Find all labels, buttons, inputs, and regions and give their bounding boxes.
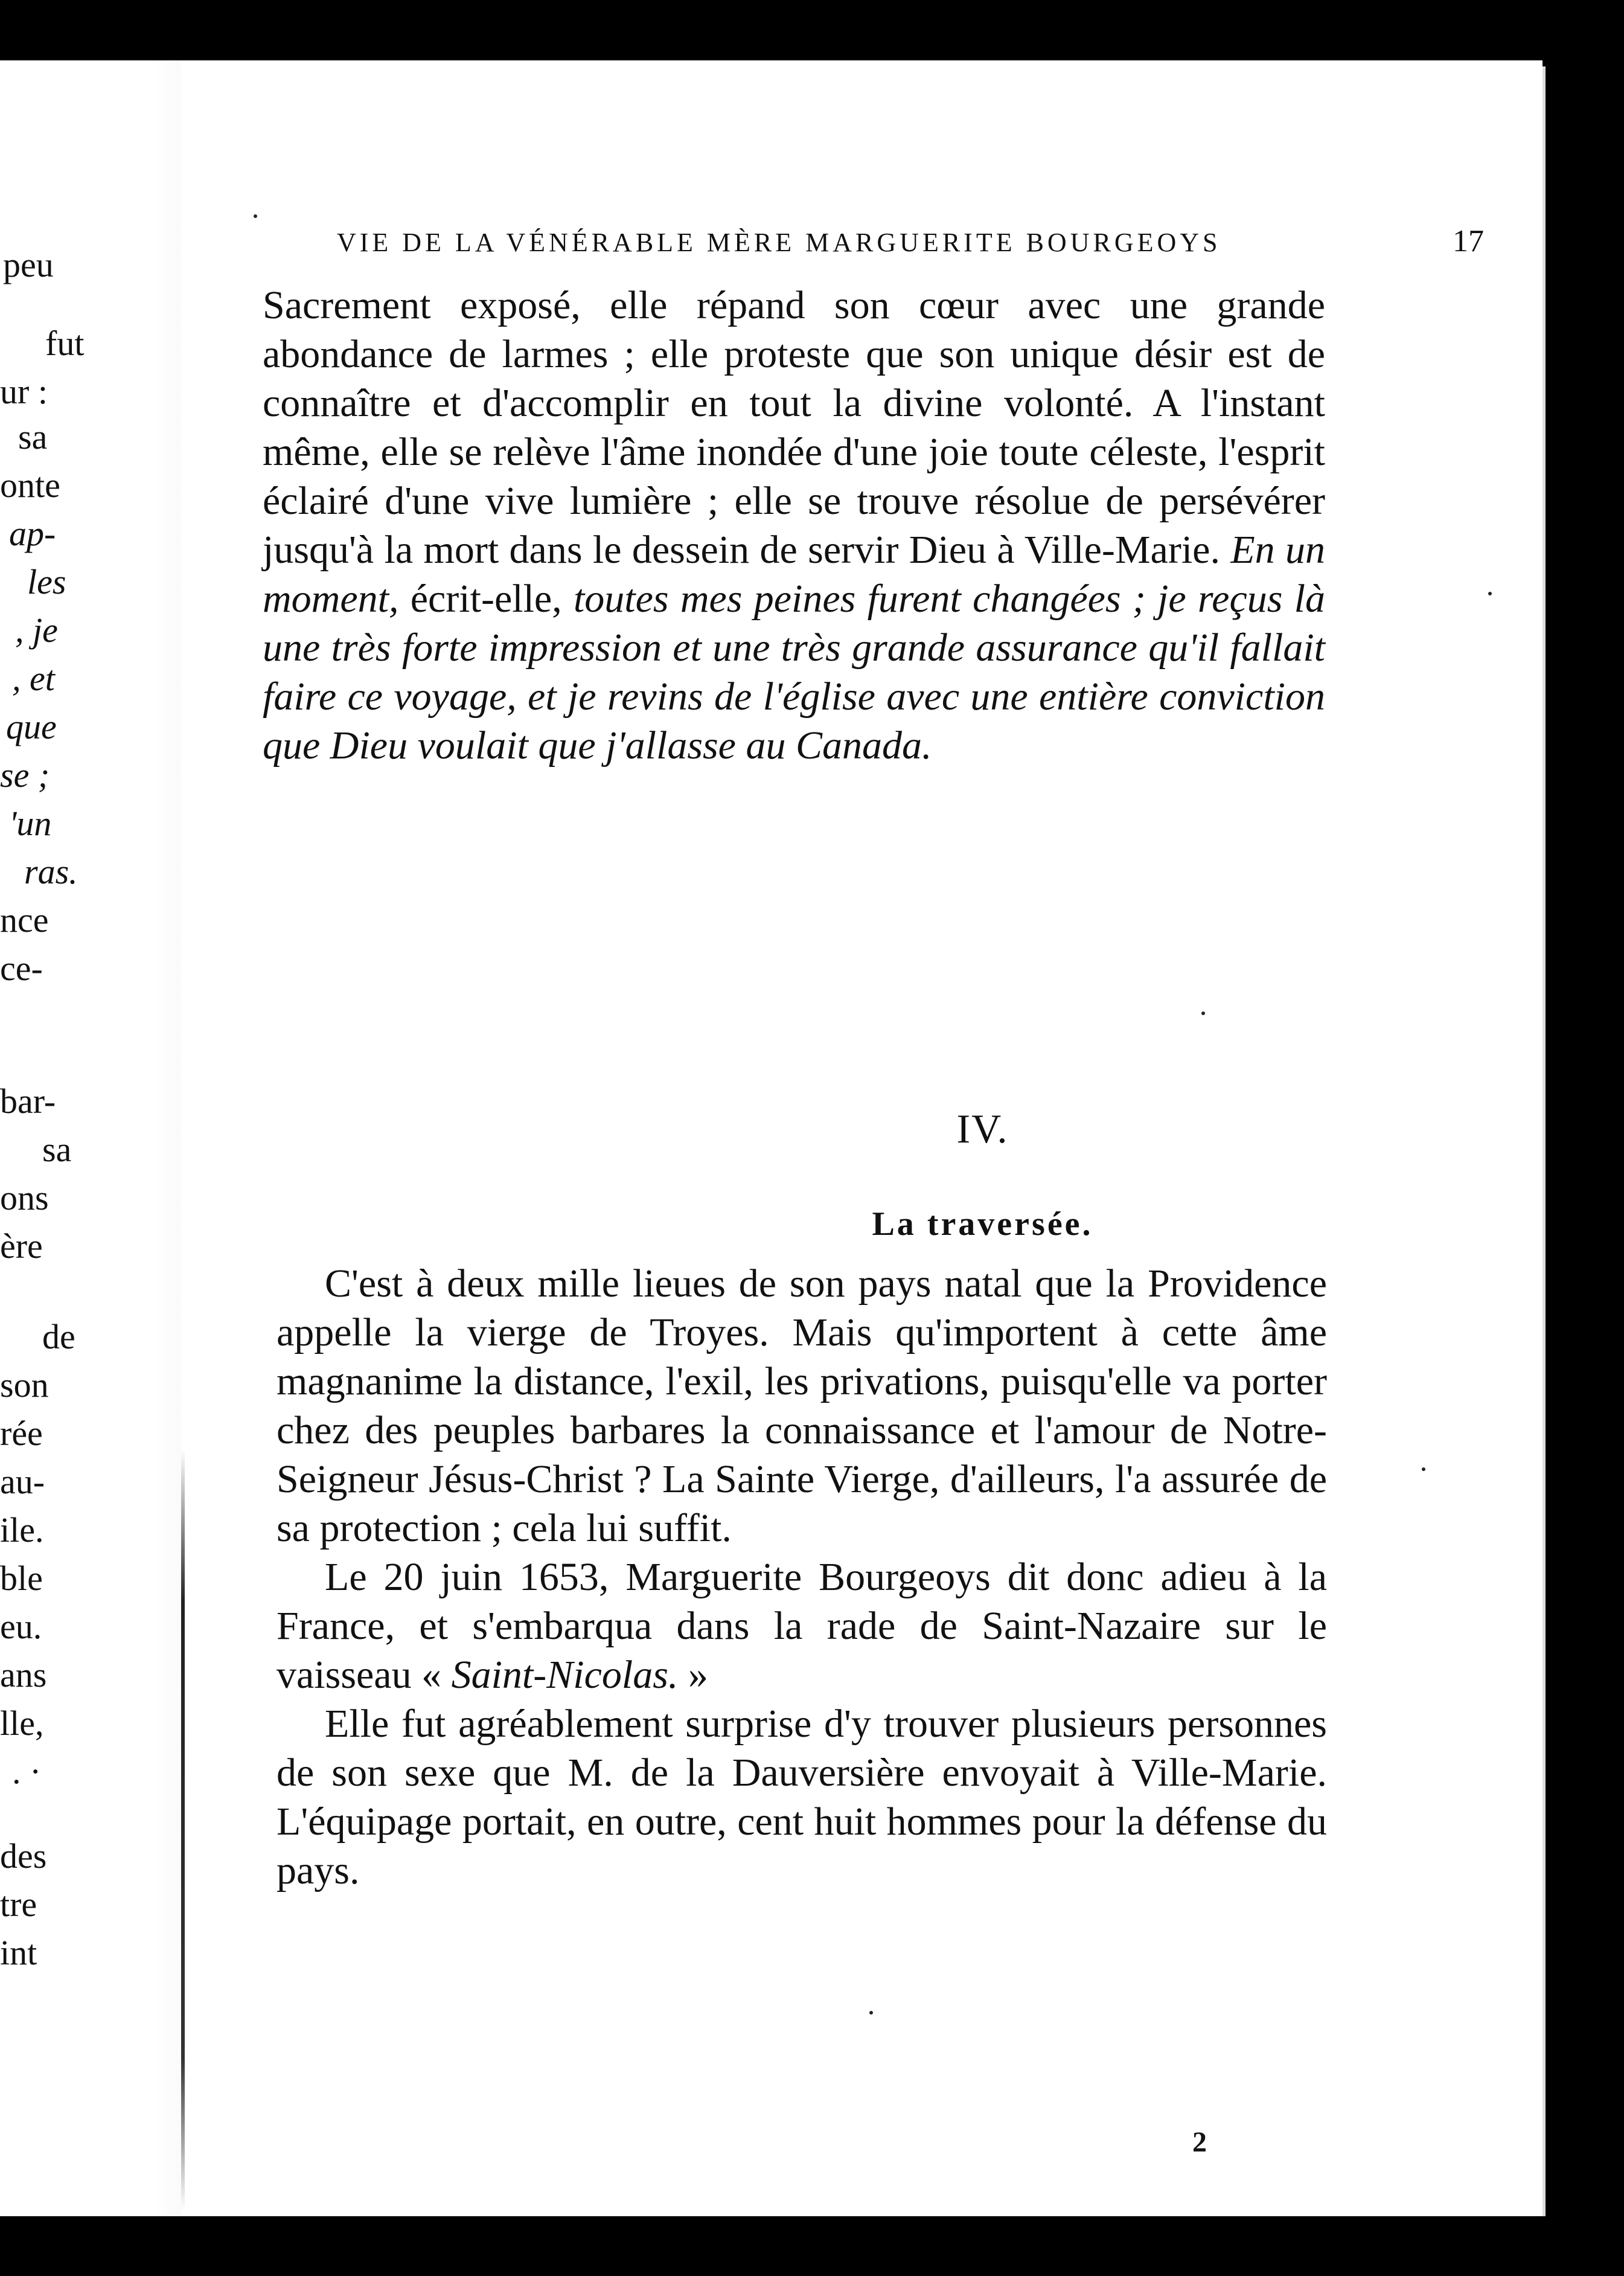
paragraph-3-closing: » [688,1653,708,1697]
facing-page-text-fragment: bar- [0,1082,56,1121]
print-speck [869,2011,873,2015]
facing-page-text-fragment: onte [0,466,60,505]
paragraph-3-ship-name: Saint-Nicolas. [451,1653,679,1697]
paragraph-1-roman-b: écrit-elle, [410,577,562,621]
facing-page-text-fragment: ras. [24,852,78,891]
facing-page-text-fragment: des [0,1836,47,1876]
binding-edge-line [181,1449,185,2210]
facing-page-text-fragment: , et [12,659,55,698]
facing-page-text-fragment: se ; [0,755,50,795]
facing-page-text-fragment: au- [0,1462,45,1501]
facing-page-text-fragment: ère [0,1226,43,1266]
page-number: 17 [1453,224,1484,258]
facing-page-text-fragment: 'un [9,804,52,843]
facing-page-text-fragment: rée [0,1414,43,1453]
facing-page-text-fragment: , je [15,611,58,650]
facing-page-text-fragment: ble [0,1559,43,1598]
facing-page-text-fragment: ans [0,1655,47,1694]
paragraph-1-roman: Sacrement exposé, elle répand son cœur avec une grande abondance de larmes ; elle proteste que son unique désir est de connaître et d'accomplir en tout la divine volonté. A l'instant même, elle se relève l'âme inondée d'une joie toute céleste, l'esprit éclairé d'une vive lumière ; elle se trouve résolue de persévérer jusqu'à la mort dans le dessein de servir Dieu à Ville-Marie. [263,283,1325,572]
print-speck [1422,1467,1425,1471]
paragraph-1 [263,281,1325,770]
facing-page-text-fragment: sa [42,1130,72,1169]
print-speck [1201,1011,1205,1015]
facing-page-text-fragment: int [0,1933,37,1972]
facing-page-text-fragment: . · [12,1752,42,1791]
facing-page-text-fragment: son [0,1365,49,1405]
text-block-bottom [277,1259,1327,1895]
print-speck [254,214,257,218]
facing-page-text-fragment: peu [3,245,54,284]
facing-page-text-fragment: ap- [9,514,56,553]
paragraph-1-italic-quote: toutes mes peines furent changées ; je reçus là une très forte impression et une très grande assurance qu'il fallait faire ce voyage, et je revins de l'église avec une entière conviction que Dieu voulait que j'allasse au Canada. [263,577,1326,768]
facing-page-text-fragment: nce [0,900,49,940]
facing-page-text-fragment: eu. [0,1607,42,1646]
facing-page-fragment [0,60,154,2216]
facing-page-text-fragment: les [27,562,66,601]
facing-page-text-fragment: sa [18,417,48,457]
running-head [337,223,1484,259]
facing-page-text-fragment: fut [45,324,85,363]
running-head-title: VIE DE LA VÉNÉRABLE MÈRE MARGUERITE BOURGEOYS [337,228,1221,257]
paragraph-4: Elle fut agréablement surprise d'y trouver plusieurs personnes de son sexe que M. de la Dauversière envoyait à Ville-Marie. L'équipage portait, en outre, cent huit hommes pour la défense du pays. [277,1702,1327,1893]
facing-page-text-fragment: lle, [0,1704,44,1743]
facing-page-text-fragment: tre [0,1885,37,1924]
paragraph-3-roman: Le 20 juin 1653, Marguerite Bourgeoys dit donc adieu à la France, et s'embarqua dans la rade de Saint-Nazaire sur le vaisseau « [277,1555,1327,1697]
facing-page-text-fragment: que [6,707,57,746]
section-title: La traversée. [872,1205,1093,1243]
section-numeral: IV. [956,1106,1009,1152]
paragraph-1-italic-a: En un moment, [263,528,1325,621]
paragraph-3 [277,1553,1327,1699]
facing-page-text-fragment: ons [0,1178,49,1217]
facing-page-text-fragment: de [42,1317,75,1356]
print-speck [1488,592,1492,595]
book-page [181,60,1542,2216]
facing-page-text-fragment: ile. [0,1510,44,1550]
page-right-edge [1542,66,1546,2216]
text-block-top [263,281,1325,770]
facing-page-text-fragment: ce- [0,949,43,988]
facing-page-text-fragment: ur : [0,372,48,411]
paragraph-2: C'est à deux mille lieues de son pays natal que la Providence appelle la vierge de Troyes. Mais qu'importent à cette âme magnanime la distance, l'exil, les privations, puisqu'elle va porter chez des peuples barbares la connaissance et l'amour de Notre-Seigneur Jésus-Christ ? La Sainte Vierge, d'ailleurs, l'a assurée de sa protection ; cela lui suffit. [277,1261,1327,1550]
signature-mark: 2 [1192,2126,1207,2158]
